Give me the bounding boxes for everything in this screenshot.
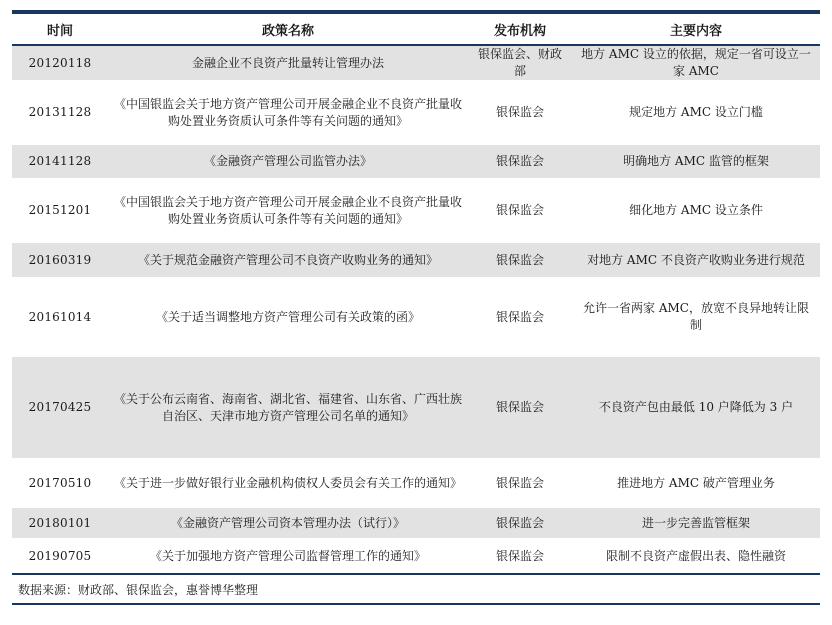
cell-policy-name: 《金融资产管理公司资本管理办法（试行）》 xyxy=(108,507,468,539)
table-row xyxy=(12,507,820,539)
cell-issuer: 银保监会、财政部 xyxy=(468,45,572,81)
cell-date: 20120118 xyxy=(12,45,108,81)
cell-issuer: 银保监会 xyxy=(468,356,572,459)
cell-date: 20151201 xyxy=(12,179,108,242)
cell-policy-name: 《金融资产管理公司监管办法》 xyxy=(108,144,468,179)
cell-date: 20131128 xyxy=(12,81,108,144)
table-row xyxy=(12,278,820,356)
cell-date: 20180101 xyxy=(12,507,108,539)
cell-main-content: 规定地方 AMC 设立门槛 xyxy=(572,81,820,144)
table-row xyxy=(12,179,820,242)
header-date: 时间 xyxy=(12,14,108,45)
cell-issuer: 银保监会 xyxy=(468,278,572,356)
cell-policy-name: 《关于加强地方资产管理公司监督管理工作的通知》 xyxy=(108,539,468,573)
cell-policy-name: 《关于进一步做好银行业金融机构债权人委员会有关工作的通知》 xyxy=(108,459,468,507)
cell-issuer: 银保监会 xyxy=(468,81,572,144)
cell-issuer: 银保监会 xyxy=(468,179,572,242)
header-issuer: 发布机构 xyxy=(468,14,572,45)
cell-main-content: 细化地方 AMC 设立条件 xyxy=(572,179,820,242)
table-row xyxy=(12,356,820,459)
table-row xyxy=(12,459,820,507)
cell-date: 20160319 xyxy=(12,242,108,278)
cell-main-content: 允许一省两家 AMC，放宽不良异地转让限制 xyxy=(572,278,820,356)
cell-date: 20170510 xyxy=(12,459,108,507)
cell-date: 20141128 xyxy=(12,144,108,179)
cell-policy-name: 《关于公布云南省、海南省、湖北省、福建省、山东省、广西壮族自治区、天津市地方资产管理公司名单的通知》 xyxy=(108,356,468,459)
cell-issuer: 银保监会 xyxy=(468,507,572,539)
cell-policy-name: 《中国银监会关于地方资产管理公司开展金融企业不良资产批量收购处置业务资质认可条件等有关问题的通知》 xyxy=(108,81,468,144)
cell-issuer: 银保监会 xyxy=(468,539,572,573)
cell-policy-name: 《中国银监会关于地方资产管理公司开展金融企业不良资产批量收购处置业务资质认可条件等有关问题的通知》 xyxy=(108,179,468,242)
source-note: 数据来源：财政部、银保监会，惠誉博华整理 xyxy=(18,583,259,597)
cell-main-content: 地方 AMC 设立的依据，规定一省可设立一家 AMC xyxy=(572,45,820,81)
cell-date: 20190705 xyxy=(12,539,108,573)
table-row xyxy=(12,242,820,278)
cell-main-content: 对地方 AMC 不良资产收购业务进行规范 xyxy=(572,242,820,278)
cell-main-content: 限制不良资产虚假出表、隐性融资 xyxy=(572,539,820,573)
table-row xyxy=(12,539,820,573)
table-header-row xyxy=(12,14,820,45)
header-policy-name: 政策名称 xyxy=(108,14,468,45)
cell-main-content: 不良资产包由最低 10 户降低为 3 户 xyxy=(572,356,820,459)
policy-table-container xyxy=(12,10,820,605)
table-row xyxy=(12,81,820,144)
table-row xyxy=(12,144,820,179)
policy-table xyxy=(12,14,820,573)
cell-policy-name: 《关于适当调整地方资产管理公司有关政策的函》 xyxy=(108,278,468,356)
cell-issuer: 银保监会 xyxy=(468,459,572,507)
header-main-content: 主要内容 xyxy=(572,14,820,45)
cell-issuer: 银保监会 xyxy=(468,144,572,179)
cell-date: 20170425 xyxy=(12,356,108,459)
cell-main-content: 明确地方 AMC 监管的框架 xyxy=(572,144,820,179)
cell-policy-name: 金融企业不良资产批量转让管理办法 xyxy=(108,45,468,81)
end-rule xyxy=(12,603,820,605)
cell-main-content: 进一步完善监管框架 xyxy=(572,507,820,539)
cell-issuer: 银保监会 xyxy=(468,242,572,278)
cell-policy-name: 《关于规范金融资产管理公司不良资产收购业务的通知》 xyxy=(108,242,468,278)
cell-date: 20161014 xyxy=(12,278,108,356)
table-row xyxy=(12,45,820,81)
cell-main-content: 推进地方 AMC 破产管理业务 xyxy=(572,459,820,507)
